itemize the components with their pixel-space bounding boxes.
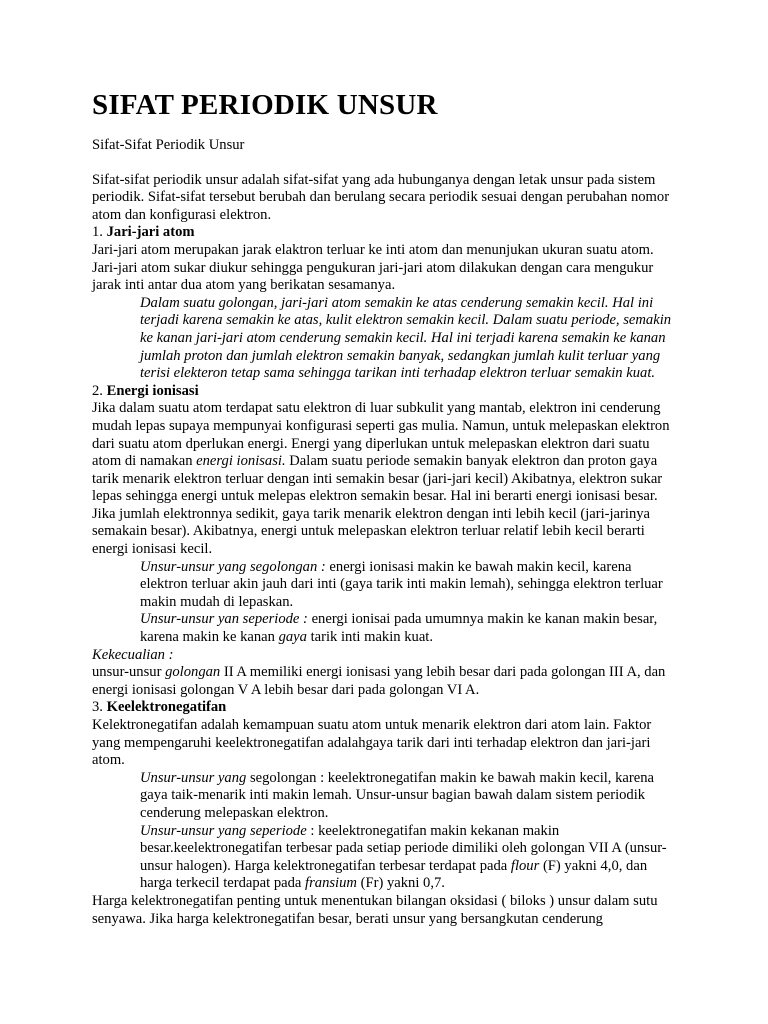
section-title: Energi ionisasi	[106, 382, 199, 399]
section-3-heading	[92, 699, 676, 717]
section-3-indent-1: Unsur-unsur yang segolongan : keelektronegatifan makin ke bawah makin kecil, karena gaya taik-menarik inti makin lemah. Unsur-unsur bagian bawah dalam sistem periodik cenderung melepaskan elektron.	[140, 769, 654, 821]
section-title: Jari-jari atom	[106, 224, 195, 241]
section-2-paragraph-1: Jika dalam suatu atom terdapat satu elektron di luar subkulit yang mantab, elektron ini cenderung mudah lepas supaya mempunyai konfigurasi seperti gas mulia. Namun, untuk melepaskan elektron dari suatu atom dperlukan energi. Energi yang diperlukan untuk melepaskan elektron dari suatu atom di namakan energi ionisasi. Dalam suatu periode semakin banyak elektron dan proton gaya tarik menarik elektron terluar dengan inti semakin besar (jari-jari kecil) Akibatnya, elektron sukar lepas sehingga energi untuk melepas elektron semakin besar. Hal ini berarti energi ionisasi besar.	[92, 400, 670, 505]
exception-label: Kekecualian :	[92, 646, 174, 663]
section-number: 2.	[92, 382, 107, 399]
intro-paragraph: Sifat-sifat periodik unsur adalah sifat-sifat yang ada hubunganya dengan letak unsur pada sistem periodik. Sifat-sifat tersebut berubah dan berulang secara periodik sesuai dengan perubahan nomor atom dan konfigurasi elektron.	[92, 171, 670, 223]
section-2-paragraph-2: Jika jumlah elektronnya sedikit, gaya tarik menarik elektron dengan inti lebih kecil (jari-jarinya semakain besar). Akibatnya, energi untuk melepaskan elektron terluar relatif lebih kecil berarti energi ionisasi kecil.	[92, 505, 651, 558]
section-2-heading	[92, 383, 676, 401]
page-title: SIFAT PERIODIK UNSUR	[92, 89, 438, 121]
section-number: 1.	[92, 224, 107, 241]
document-body	[92, 88, 676, 928]
section-3-paragraph-2: Harga kelektronegatifan penting untuk menentukan bilangan oksidasi ( biloks ) unsur dalam sutu senyawa. Jika harga kelektronegatifan besar, berati unsur yang bersangkutan cenderung	[92, 892, 658, 927]
section-1-paragraph: Jari-jari atom merupakan jarak elaktron terluar ke inti atom dan menunjukan ukuran suatu atom. Jari-jari atom sukar diukur sehingga pengukuran jari-jari atom dilakukan dengan cara mengukur jarak inti antar dua atom yang berikatan sesamanya.	[92, 241, 654, 294]
subtitle: Sifat-Sifat Periodik Unsur	[92, 137, 245, 153]
section-2-indent-2: Unsur-unsur yan seperiode : energi ionisai pada umumnya makin ke kanan makin besar, karena makin ke kanan gaya tarik inti makin kuat.	[140, 611, 658, 646]
section-number: 3.	[92, 699, 107, 716]
section-2-indent-1: Unsur-unsur yang segolongan : energi ionisasi makin ke bawah makin kecil, karena elektron terluar akin jauh dari inti (gaya tarik inti makin lemah), sehingga elektron terluar makin mudah di lepaskan.	[140, 558, 663, 610]
exception-paragraph: unsur-unsur golongan II A memiliki energi ionisasi yang lebih besar dari pada golongan III A, dan energi ionisasi golongan V A lebih besar dari pada golongan VI A.	[92, 664, 666, 698]
section-1-heading	[92, 224, 676, 242]
section-1-quote: Dalam suatu golongan, jari-jari atom semakin ke atas cenderung semakin kecil. Hal ini terjadi karena semakin ke atas, kulit elektron semakin kecil. Dalam suatu periode, semakin ke kanan jari-jari atom cenderung semakin kecil. Hal ini terjadi karena semakin ke kanan jumlah proton dan jumlah elektron semakin banyak, sedangkan jumlah kulit terluar yang terisi elekteron tetap sama sehingga tarikan inti terhadap elektron terluar semakin kuat.	[140, 294, 672, 382]
section-3-indent-2: Unsur-unsur yang seperiode : keelektronegatifan makin kekanan makin besar.keelektronegatifan terbesar pada setiap periode dimiliki oleh golongan VII A (unsur-unsur halogen). Harga kelektronegatifan terbesar terdapat pada flour (F) yakni 4,0, dan harga terkecil terdapat pada fransium (Fr) yakni 0,7.	[140, 822, 667, 892]
section-3-paragraph-1: Kelektronegatifan adalah kemampuan suatu atom untuk menarik elektron dari atom lain. Faktor yang mempengaruhi keelektronegatifan adalahgaya tarik dari inti terhadap elektron dan jari-jari atom.	[92, 717, 652, 769]
section-title: Keelektronegatifan	[106, 699, 227, 716]
